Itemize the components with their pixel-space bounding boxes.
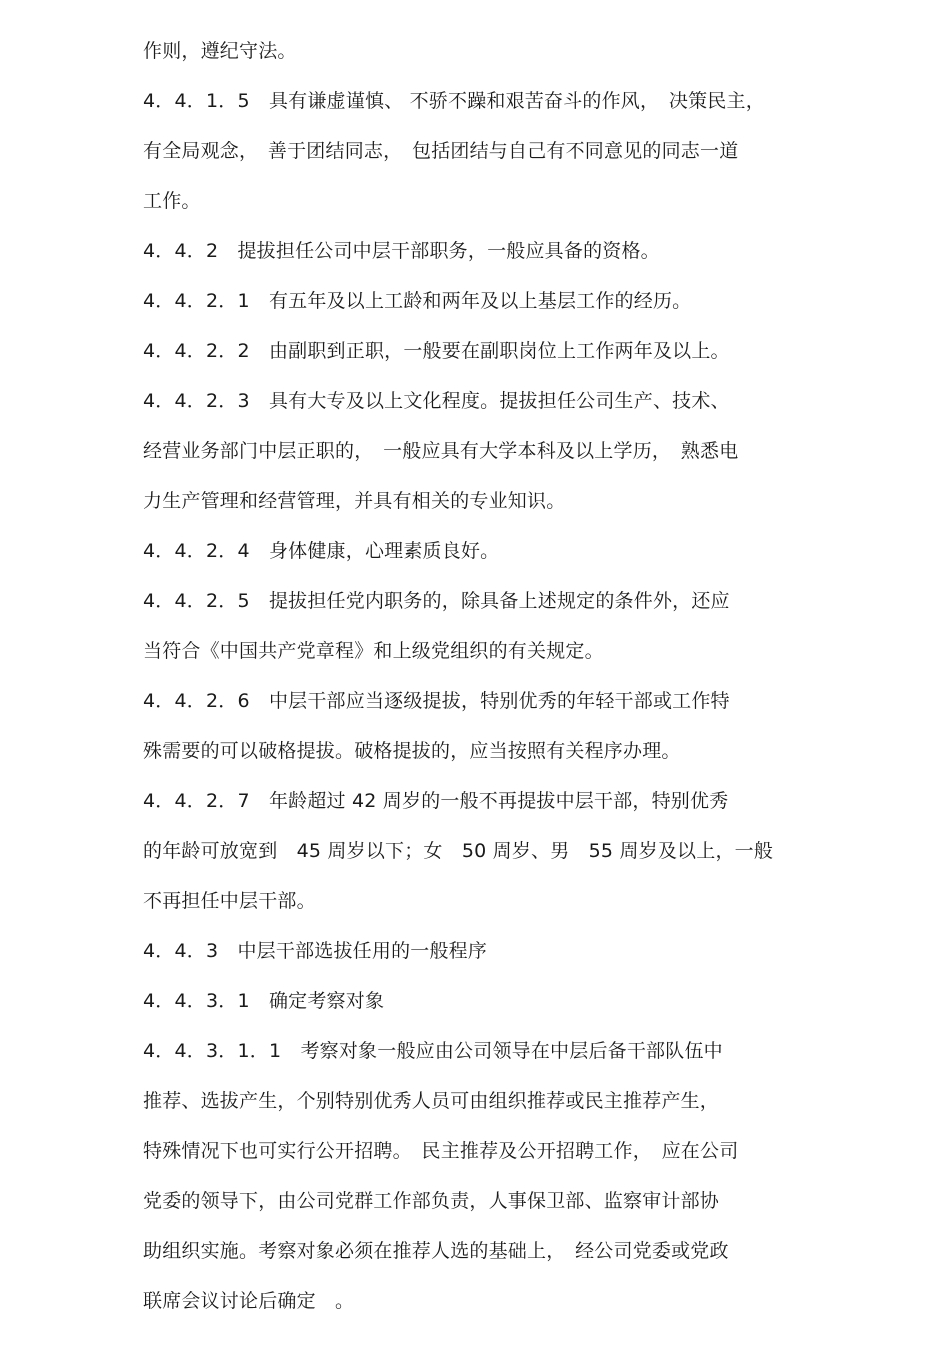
text-line: 4．4．1．5 具有谦虚谨慎、 不骄不躁和艰苦奋斗的作风， 决策民主， [143,90,765,112]
text-line: 4．4．3 中层干部选拔任用的一般程序 [143,940,488,962]
text-line: 联席会议讨论后确定 。 [143,1290,355,1312]
text-line: 经营业务部门中层正职的， 一般应具有大学本科及以上学历， 熟悉电 [143,440,739,462]
text-line: 4．4．2．5 提拔担任党内职务的，除具备上述规定的条件外，还应 [143,590,730,612]
text-line: 作则，遵纪守法。 [143,40,297,62]
text-line: 有全局观念， 善于团结同志， 包括团结与自己有不同意见的同志一道 [143,140,739,162]
text-line: 4．4．2．1 有五年及以上工龄和两年及以上基层工作的经历。 [143,290,692,312]
text-line: 推荐、选拔产生，个别特别优秀人员可由组织推荐或民主推荐产生， [143,1090,720,1112]
text-line: 党委的领导下，由公司党群工作部负责，人事保卫部、监察审计部协 [143,1190,720,1212]
text-line: 4．4．2．3 具有大专及以上文化程度。提拔担任公司生产、技术、 [143,390,730,412]
text-line: 4．4．2．2 由副职到正职，一般要在副职岗位上工作两年及以上。 [143,340,730,362]
text-line: 的年龄可放宽到 45 周岁以下；女 50 周岁、男 55 周岁及以上，一般 [143,840,774,862]
text-line: 4．4．3．1 确定考察对象 [143,990,385,1012]
text-line: 当符合《中国共产党章程》和上级党组织的有关规定。 [143,640,604,662]
text-line: 特殊情况下也可实行公开招聘。 民主推荐及公开招聘工作， 应在公司 [143,1140,739,1162]
text-line: 不再担任中层干部。 [143,890,316,912]
text-line: 4．4．2．7 年龄超过 42 周岁的一般不再提拔中层干部，特别优秀 [143,790,729,812]
text-line: 4．4．2．6 中层干部应当逐级提拔，特别优秀的年轻干部或工作特 [143,690,730,712]
text-line: 工作。 [143,190,201,212]
text-line: 4．4．3．1．1 考察对象一般应由公司领导在中层后备干部队伍中 [143,1040,723,1062]
text-line: 助组织实施。考察对象必须在推荐人选的基础上， 经公司党委或党政 [143,1240,729,1262]
text-line: 殊需要的可以破格提拔。破格提拔的，应当按照有关程序办理。 [143,740,681,762]
text-line: 力生产管理和经营管理，并具有相关的专业知识。 [143,490,566,512]
text-line: 4．4．2．4 身体健康，心理素质良好。 [143,540,500,562]
text-line: 4．4．2 提拔担任公司中层干部职务，一般应具备的资格。 [143,240,660,262]
